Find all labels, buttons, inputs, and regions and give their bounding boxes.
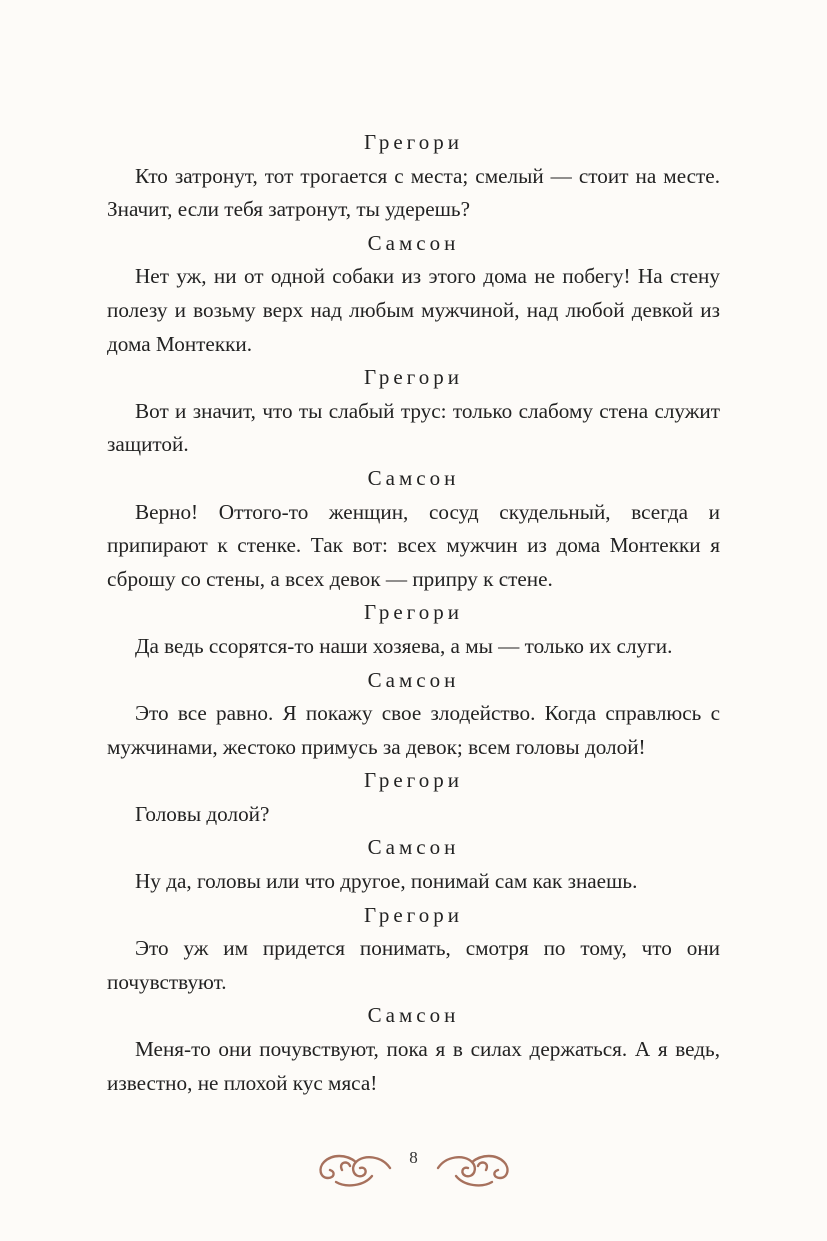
speaker-name: Самсон [367,230,460,255]
dialogue-paragraph: Это уж им придется понимать, смотря по тому, что они почувствуют. [107,936,720,994]
speaker-name: Грегори [364,902,463,927]
speaker-name: Самсон [367,465,460,490]
page-number: 8 [409,1148,418,1167]
speaker-name: Самсон [367,1003,460,1028]
dialogue-paragraph: Головы долой? [135,801,270,826]
dialogue-paragraph: Кто затронут, тот трогается с места; смелый — стоит на месте. Значит, если тебя затронут, ты удерешь? [107,163,720,222]
speaker-name: Самсон [367,835,460,860]
page-footer [0,1138,827,1198]
speaker-name: Самсон [367,667,460,692]
dialogue-paragraph: Нет уж, ни от одной собаки из этого дома не побегу! На стену полезу и возьму верх над любым мужчиной, над любой девкой из дома Монтекки. [107,264,720,356]
dialogue-paragraph: Ну да, головы или что другое, понимай сам как знаешь. [135,869,638,894]
speaker-name: Грегори [364,600,463,625]
dialogue-paragraph: Меня-то они почувствуют, пока я в силах держаться. А я ведь, известно, не плохой кус мяса! [107,1037,720,1095]
speaker-name: Грегори [364,130,463,154]
dialogue-paragraph: Это все равно. Я покажу свое злодейство. Когда справлюсь с мужчинами, жестоко примусь за девок; всем головы долой! [107,701,720,759]
dialogue-paragraph: Да ведь ссорятся-то наши хозяева, а мы — только их слуги. [135,633,673,658]
speaker-name: Грегори [364,365,463,390]
speaker-name: Грегори [364,768,463,793]
dialogue-paragraph: Вот и значит, что ты слабый трус: только слабому стена служит защитой. [107,398,720,457]
scroll-ornament-icon [436,1148,516,1190]
dialogue-paragraph: Верно! Оттого-то женщин, сосуд скудельный, всегда и припирают к стенке. Так вот: всех мужчин из дома Монтекки я сброшу со стены, а всех девок — припру к стене. [107,499,720,591]
dialogue-text [107,126,720,1100]
